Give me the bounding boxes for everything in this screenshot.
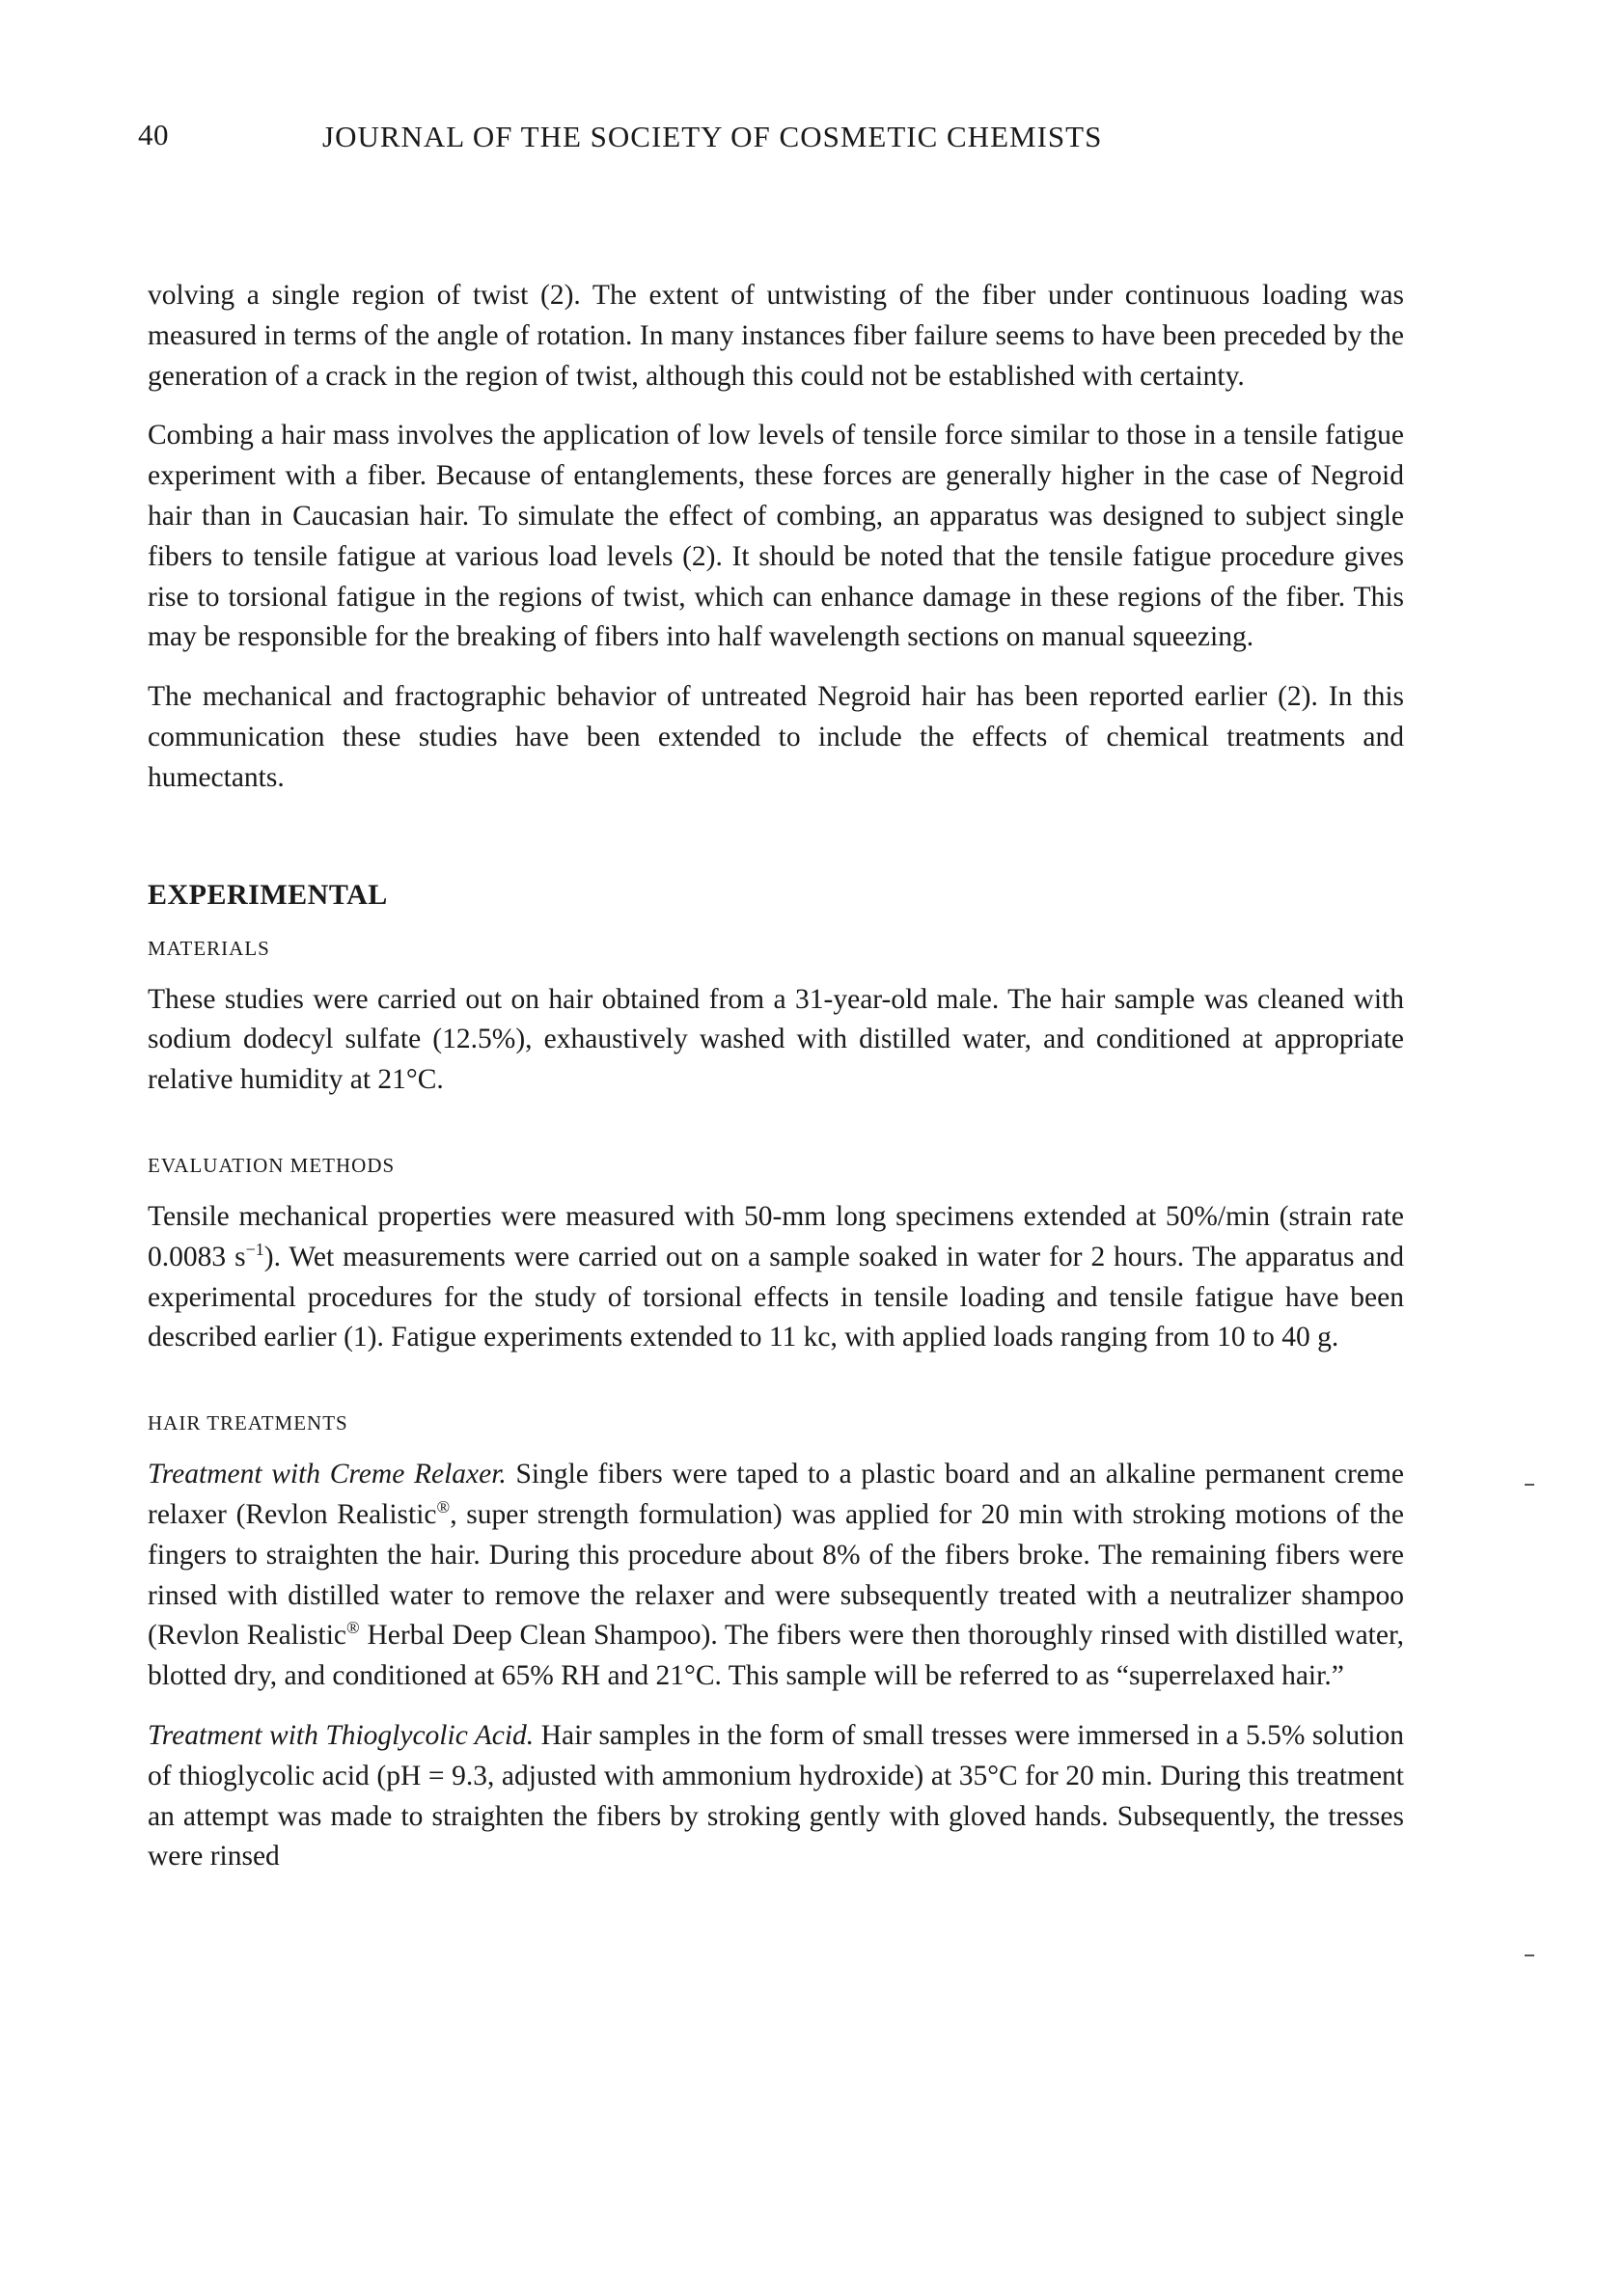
evaluation-text-b: ). Wet measurements were carried out on a sample soaked in water for 2 hours. The apparatus and experimental procedures for the study of torsional effects in tensile loading and tensile fatigue have been described earlier (1). Fatigue experiments extended to 11 kc, with applied loads ranging from 10 to 40 g.: [148, 1241, 1404, 1353]
paper-page: [138, 114, 1404, 1897]
margin-mark-2: [1525, 1954, 1534, 1956]
relaxer-text-c: Herbal Deep Clean Shampoo). The fibers were then thoroughly rinsed with distilled water, blotted dry, and conditioned at 65% RH and 21°C. This sample will be referred to as “superrelaxed hair.”: [148, 1620, 1404, 1692]
runin-title-creme-relaxer: Treatment with Creme Relaxer.: [148, 1459, 507, 1490]
paragraph-thioglycolic-acid: [148, 1716, 1404, 1877]
subsection-heading-hair-treatments: HAIR TREATMENTS: [148, 1411, 348, 1435]
section-heading-experimental: EXPERIMENTAL: [148, 878, 388, 911]
paragraph-evaluation-methods: [148, 1197, 1404, 1358]
paragraph-intro-3: The mechanical and fractographic behavior of untreated Negroid hair has been reported earlier (2). In this communication these studies have been extended to include the effects of chemical treatments and humectants.: [148, 681, 1404, 793]
paragraph-creme-relaxer: [148, 1455, 1404, 1697]
registered-mark-2: ®: [346, 1618, 360, 1638]
superscript-minus-one: −1: [245, 1239, 264, 1259]
subsection-heading-evaluation-methods: EVALUATION METHODS: [148, 1153, 396, 1177]
relaxer-text-b: , super strength formulation) was applied for 20 min with stroking motions of the fingers to straighten the hair. During this procedure about 8% of the fibers broke. The remaining fibers were rinsed with distilled water to remove the relaxer and were subsequently treated with a neutralizer shampoo (Revlon Realistic: [148, 1498, 1404, 1652]
runin-title-thioglycolic-acid: Treatment with Thioglycolic Acid.: [148, 1719, 535, 1751]
paragraph-materials: These studies were carried out on hair obtained from a 31-year-old male. The hair sample was cleaned with sodium dodecyl sulfate (12.5%), exhaustively washed with distilled water, and conditioned at appropriate relative humidity at 21°C.: [148, 983, 1404, 1096]
relaxer-text-a: Single fibers were taped to a plastic board and an alkaline permanent creme relaxer (Revlon Realistic: [148, 1459, 1404, 1530]
paragraph-intro-1: volving a single region of twist (2). The extent of untwisting of the fiber under continuous loading was measured in terms of the angle of rotation. In many instances fiber failure seems to have been preceded by the generation of a crack in the region of twist, although this could not be established with certainty.: [148, 280, 1404, 392]
page-number: 40: [138, 118, 169, 151]
thioglycolic-text: Hair samples in the form of small tresses were immersed in a 5.5% solution of thioglycolic acid (pH = 9.3, adjusted with ammonium hydroxide) at 35°C for 20 min. During this treatment an attempt was made to straighten the fibers by stroking gently with gloved hands. Subsequently, the tresses were rinsed: [148, 1719, 1404, 1872]
margin-mark-1: [1525, 1484, 1534, 1486]
evaluation-text-a: Tensile mechanical properties were measured with 50-mm long specimens extended at 50%/min (strain rate 0.0083 s: [148, 1200, 1404, 1272]
subsection-heading-materials: MATERIALS: [148, 936, 270, 960]
running-head: [138, 114, 1404, 172]
journal-title: JOURNAL OF THE SOCIETY OF COSMETIC CHEMISTS: [322, 120, 1103, 153]
registered-mark-1: ®: [436, 1497, 451, 1517]
paragraph-intro-2: Combing a hair mass involves the application of low levels of tensile force similar to those in a tensile fatigue experiment with a fiber. Because of entanglements, these forces are generally higher in the case of Negroid hair than in Caucasian hair. To simulate the effect of combing, an apparatus was designed to subject single fibers to tensile fatigue at various load levels (2). It should be noted that the tensile fatigue procedure gives rise to torsional fatigue in the regions of twist, which can enhance damage in these regions of the fiber. This may be responsible for the breaking of fibers into half wavelength sections on manual squeezing.: [148, 420, 1404, 653]
